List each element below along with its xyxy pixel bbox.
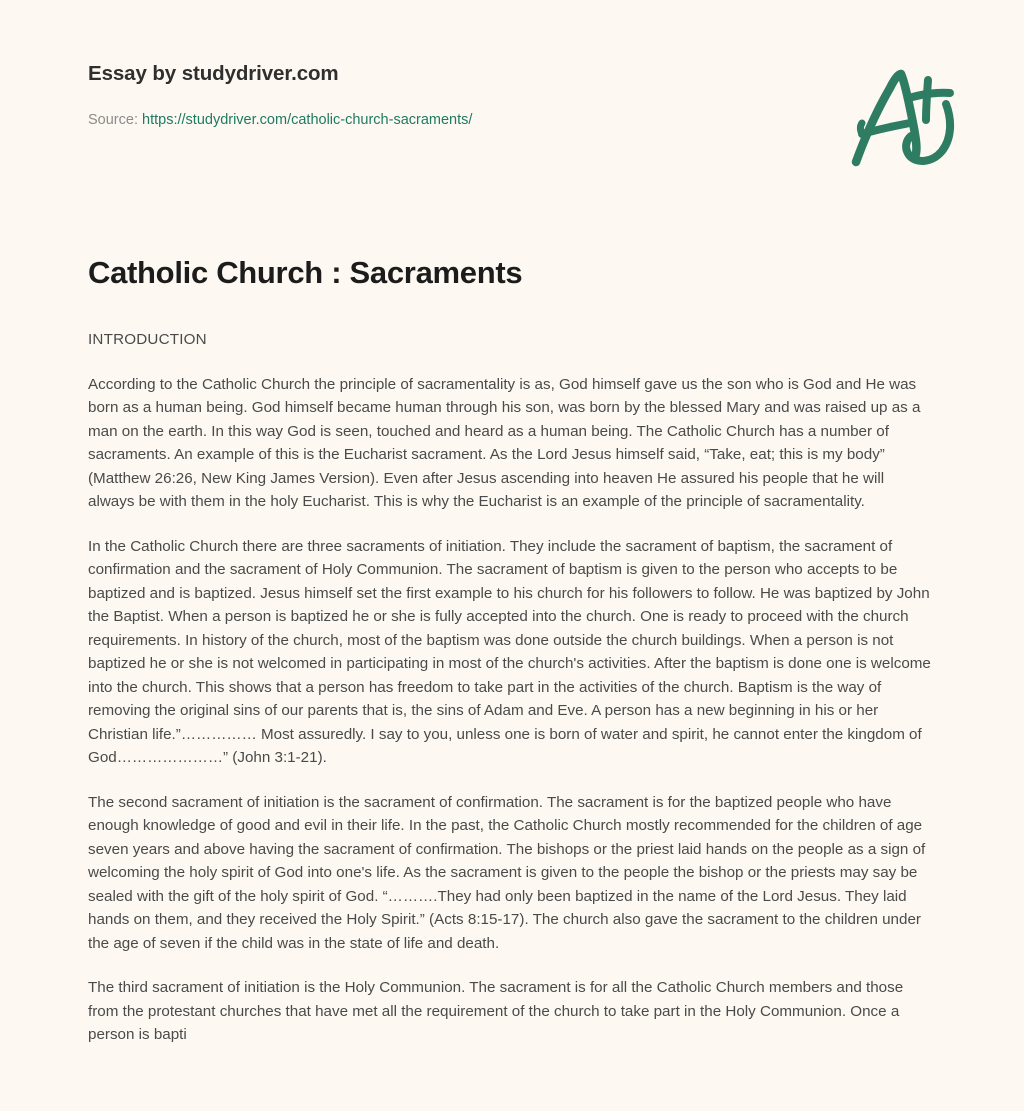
paragraph-1: According to the Catholic Church the principle of sacramentality is as, God himself gave us the son who is God and He was born as a human being. God himself became human through his son, was born by the blessed Mary and was raised up as a man on the earth. In this way God is seen, touched and heard as a human being. The Catholic Church has a number of sacraments. An example of this is the Eucharist sacrament. As the Lord Jesus himself said, “Take, eat; this is my body” (Matthew 26:26, New King James Version). Even after Jesus ascending into heaven He assured his people that he will always be with them in the holy Eucharist. This is why the Eucharist is an example of the principle of sacramentality. (88, 375, 921, 511)
article-body (0, 254, 1024, 1047)
body-copy (88, 373, 936, 1047)
page-title: Catholic Church : Sacraments (88, 255, 523, 290)
source-line (88, 111, 936, 130)
section-label-introduction: INTRODUCTION (88, 330, 207, 348)
page-header (0, 0, 1024, 190)
studydriver-a-plus-logo-icon (846, 62, 966, 172)
source-label: Source: (88, 111, 138, 128)
paragraph-4-truncated: The third sacrament of initiation is the Holy Communion. The sacrament is for all the Catholic Church members and those from the protestant churches that have met all the requirement of the church to take part in the Holy Communion. Once a person is bapti (88, 979, 904, 1044)
essay-byline: Essay by studydriver.com (88, 62, 339, 85)
source-url-link[interactable]: https://studydriver.com/catholic-church-sacraments/ (142, 111, 473, 128)
paragraph-2: In the Catholic Church there are three sacraments of initiation. They include the sacrament of baptism, the sacrament of confirmation and the sacrament of Holy Communion. The sacrament of baptism is given to the person who accepts to be baptized and is baptized. Jesus himself set the first example to his church for his followers to follow. He was baptized by John the Baptist. When a person is baptized he or she is fully accepted into the church. One is ready to proceed with the church requirements. In history of the church, most of the baptism was done outside the church buildings. When a person is not baptized he or she is not welcomed in participating in most of the church's activities. After the baptism is done one is welcome into the church. This shows that a person has freedom to take part in the activities of the church. Baptism is the way of removing the original sins of our parents that is, the sins of Adam and Eve. A person has a new beginning in his or her Christian life.”…………… Most assuredly. I say to you, unless one is born of water and spirit, he cannot enter the kingdom of God…………………” (John 3:1-21). (88, 537, 931, 767)
paragraph-3: The second sacrament of initiation is the sacrament of confirmation. The sacrament is for the baptized people who have enough knowledge of good and evil in their life. In the past, the Catholic Church mostly recommended for the children of age seven years and above having the sacrament of confirmation. The bishops or the priest laid hands on the people as a sign of welcoming the holy spirit of God into one's life. As the sacrament is given to the people the bishop or the priests may say be sealed with the gift of the holy spirit of God. “……….They had only been baptized in the name of the Lord Jesus. They laid hands on them, and they received the Holy Spirit.” (Acts 8:15-17). The church also gave the sacrament to the children under the age of seven if the child was in the state of life and death. (88, 793, 926, 952)
